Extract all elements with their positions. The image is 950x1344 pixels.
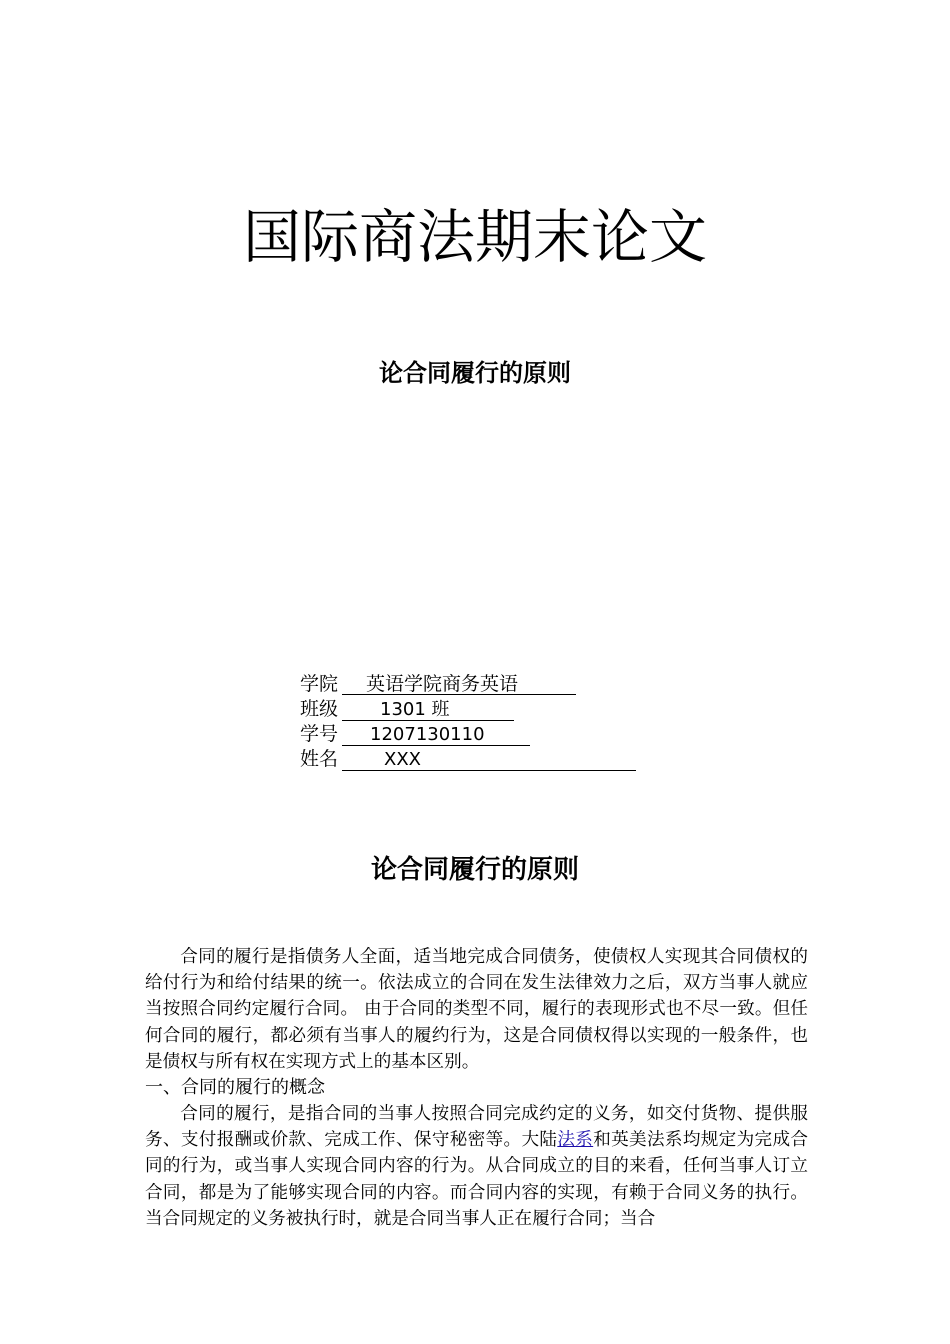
info-row-class — [300, 697, 636, 722]
student-id-value: 1207130110 — [342, 725, 530, 746]
college-label: 学院 — [300, 673, 339, 695]
college-value: 英语学院商务英语 — [342, 674, 576, 695]
article-body — [145, 944, 808, 1232]
section-paragraph — [145, 1101, 808, 1232]
class-value: 1301 班 — [342, 700, 514, 721]
name-label: 姓名 — [300, 748, 339, 770]
document-title: 国际商法期末论文 — [242, 203, 707, 271]
section-text-part1: 合同的履行，是指合同的当事人按照合同完成约定的义务，如交付货物、提供服务、支付报酬或价款、完成工作、保守秘密等。大陆 — [145, 1104, 808, 1151]
intro-paragraph: 合同的履行是指债务人全面，适当地完成合同债务，使债权人实现其合同债权的给付行为和给付结果的统一。依法成立的合同在发生法律效力之后，双方当事人就应当按照合同约定履行合同。 由于合同的类型不同，履行的表现形式也不尽一致。但任何合同的履行，都必须有当事人的履约行为，这是合同债权得以实现的一般条件，也是债权与所有权在实现方式上的基本区别。 — [145, 947, 808, 1072]
legal-system-link[interactable]: 法系 — [557, 1130, 594, 1151]
info-row-student-id — [300, 722, 636, 747]
info-row-college — [300, 672, 636, 697]
section-text-part2: 和英美法系均规定为完成合同的行为，或当事人实现合同内容的行为。从合同成立的目的来看，任何当事人订立合同，都是为了能够实现合同的内容。而合同内容的实现，有赖于合同义务的执行。当合同规定的义务被执行时，就是合同当事人正在履行合同；当合 — [145, 1130, 808, 1229]
student-id-label: 学号 — [300, 723, 339, 745]
article-title: 论合同履行的原则 — [370, 855, 579, 885]
name-value: XXX — [342, 750, 636, 771]
info-row-name — [300, 747, 636, 772]
student-info — [300, 672, 636, 772]
cover-subtitle: 论合同履行的原则 — [379, 359, 571, 387]
section-heading: 一、合同的履行的概念 — [145, 1077, 325, 1099]
class-label: 班级 — [300, 698, 339, 720]
